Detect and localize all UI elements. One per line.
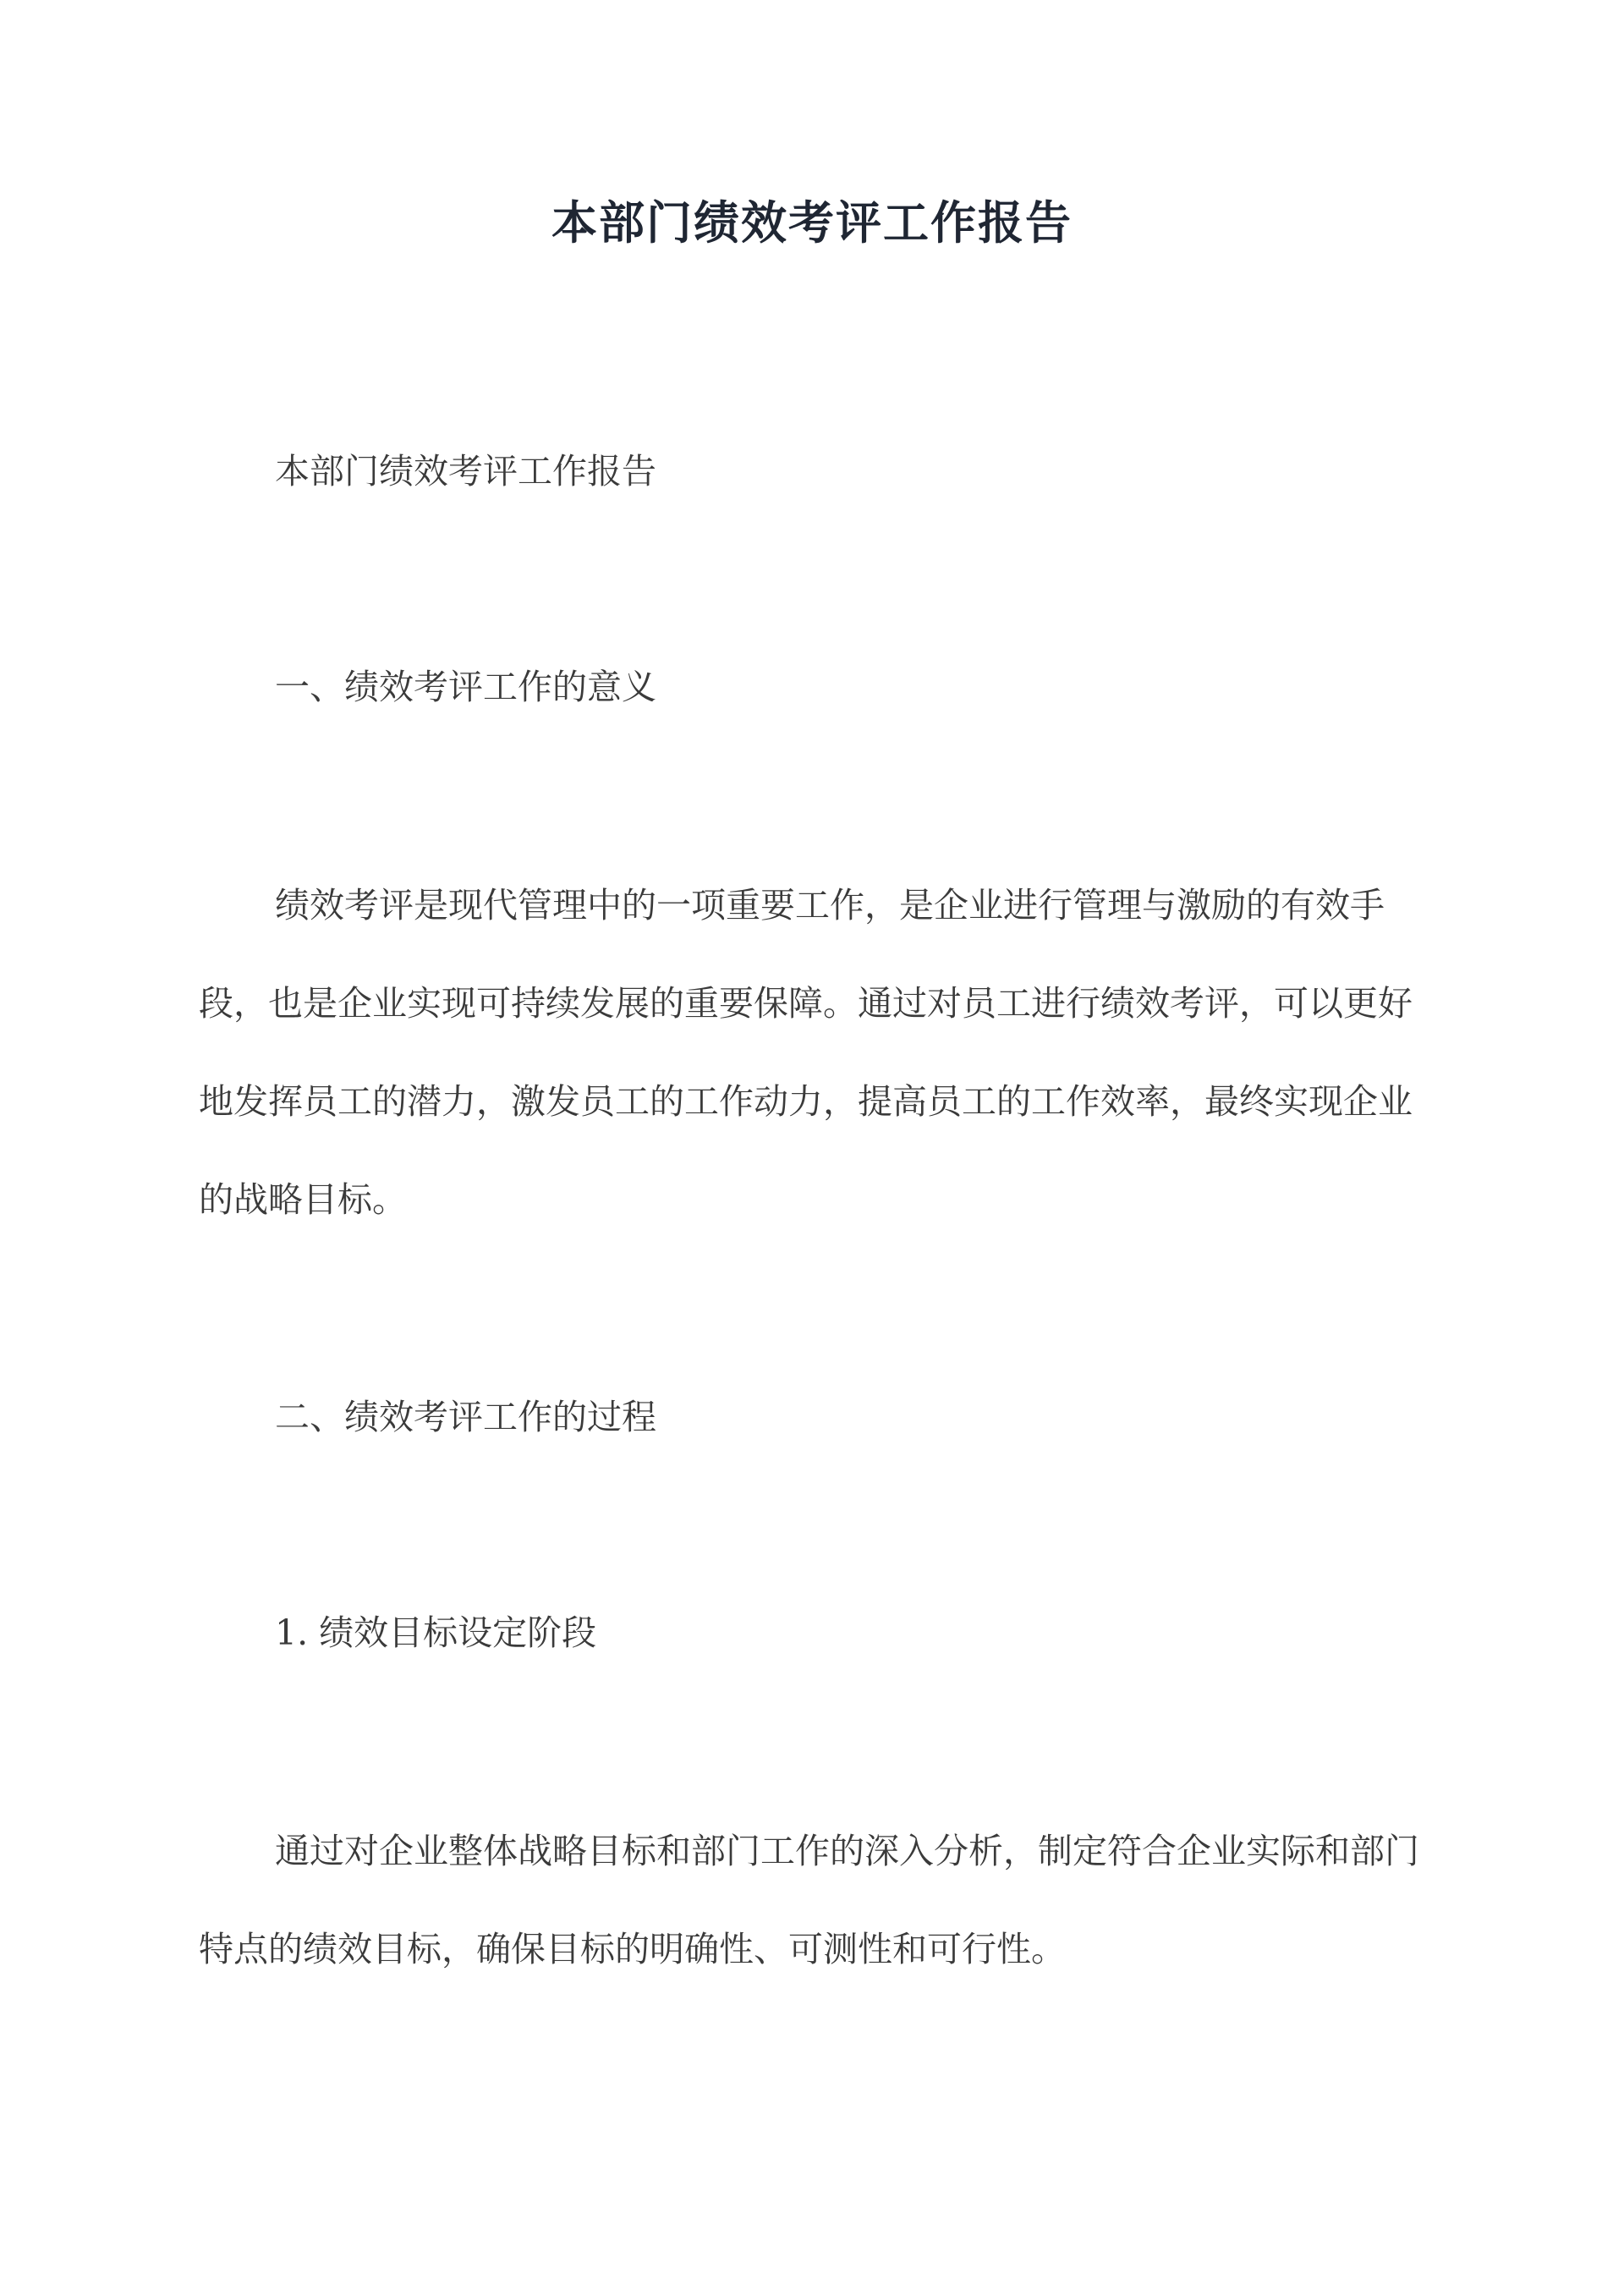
subsection-1-paragraph: 通过对企业整体战略目标和部门工作的深入分析，制定符合企业实际和部门特点的绩效目标，确保目标的明确性、可测性和可行性。 — [199, 1831, 1419, 1969]
subsection-heading-1: 1. 绩效目标设定阶段 — [275, 1612, 597, 1653]
section-heading-2: 二、绩效考评工作的过程 — [275, 1397, 656, 1437]
section-1-paragraph: 绩效考评是现代管理中的一项重要工作，是企业进行管理与激励的有效手段，也是企业实现可持续发展的重要保障。通过对员工进行绩效考评，可以更好地发挥员工的潜力，激发员工的工作动力，提高员工的工作效率，最终实现企业的战略目标。 — [199, 885, 1413, 1220]
section-heading-1: 一、绩效考评工作的意义 — [275, 667, 656, 707]
document-title: 本部门绩效考评工作报告 — [551, 195, 1073, 250]
document-subtitle: 本部门绩效考评工作报告 — [275, 451, 656, 492]
